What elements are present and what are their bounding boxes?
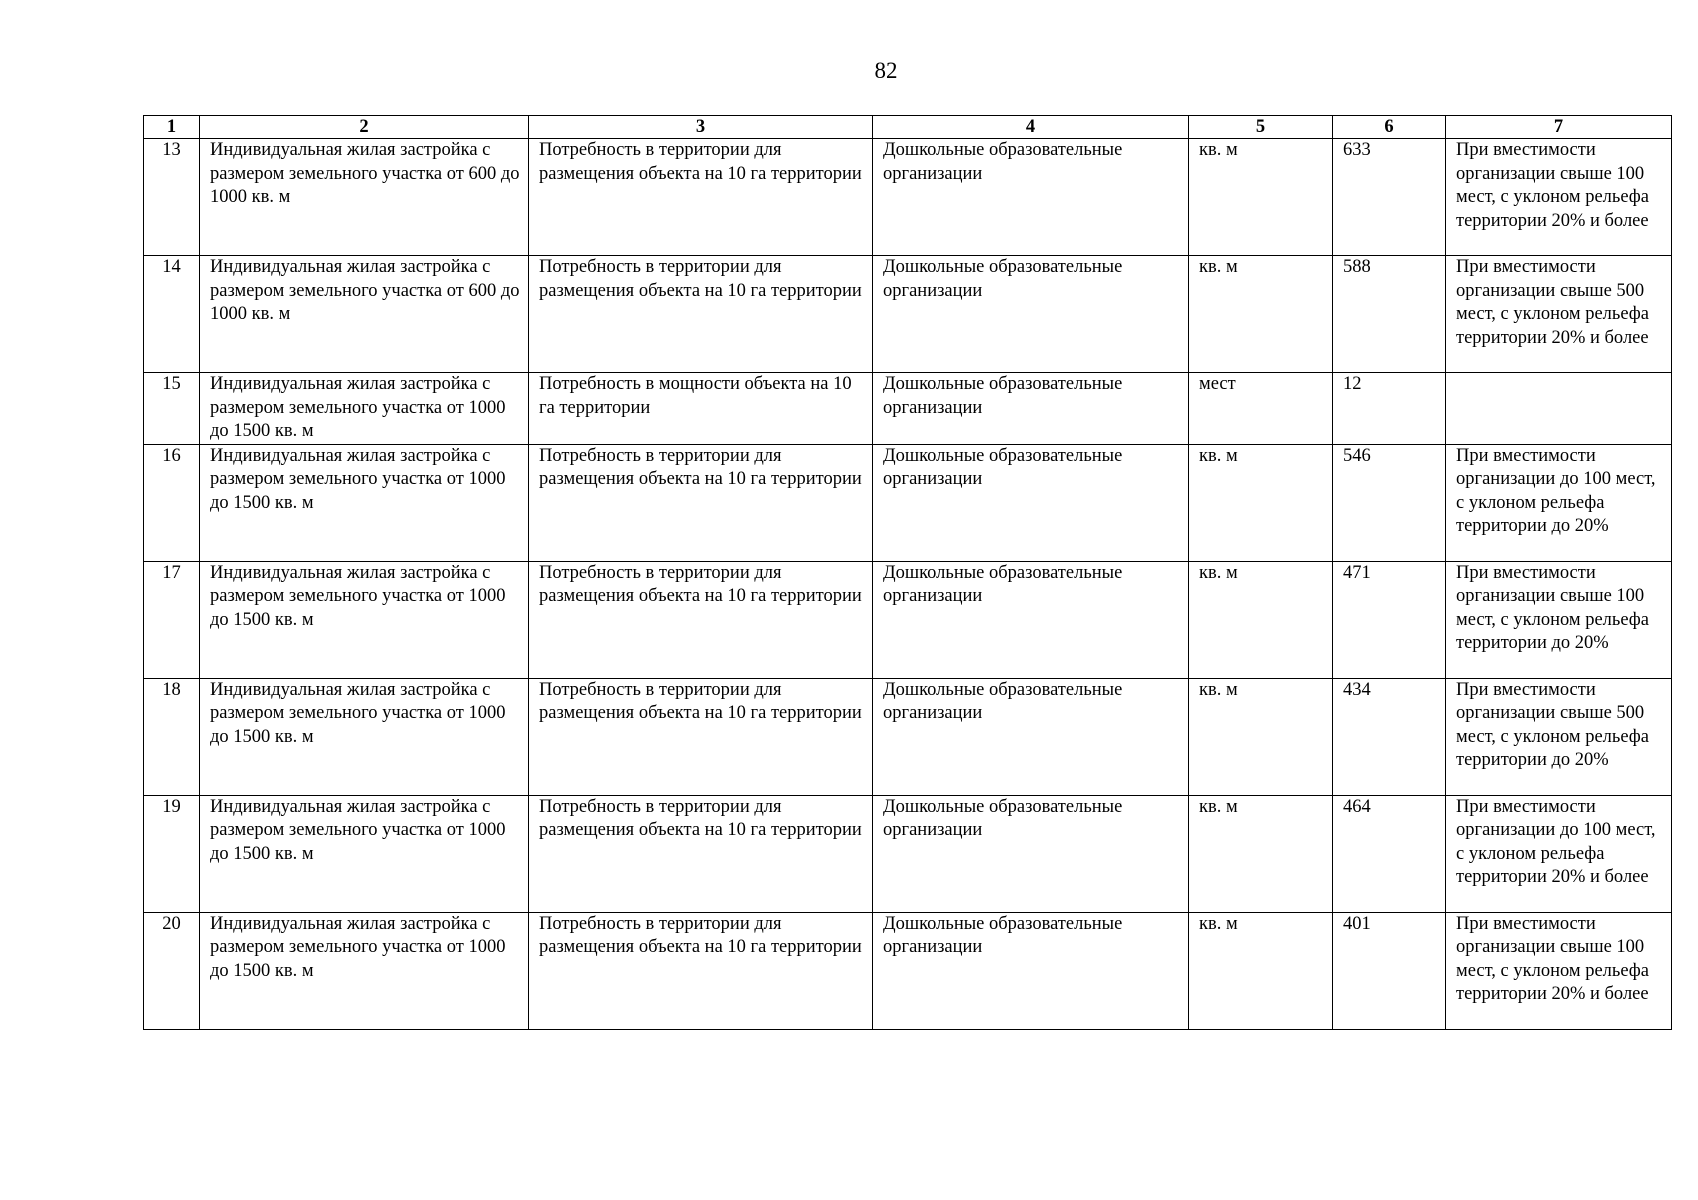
unit-cell: кв. м [1189,444,1333,561]
column-header-6: 6 [1333,116,1446,139]
note-cell: При вместимости организации свыше 100 мест, с уклоном рельефа территории до 20% [1446,561,1672,678]
indicator-cell: Потребность в территории для размещения объекта на 10 га территории [529,561,873,678]
unit-cell: кв. м [1189,139,1333,256]
value-cell: 633 [1333,139,1446,256]
value-cell: 471 [1333,561,1446,678]
development-type-cell: Индивидуальная жилая застройка с размером земельного участка от 1000 до 1500 кв. м [200,795,529,912]
development-type-cell: Индивидуальная жилая застройка с размером земельного участка от 1000 до 1500 кв. м [200,373,529,445]
table-row [144,139,1672,256]
row-number: 14 [144,256,200,373]
unit-cell: мест [1189,373,1333,445]
unit-cell: кв. м [1189,256,1333,373]
value-cell: 464 [1333,795,1446,912]
row-number: 16 [144,444,200,561]
indicator-cell: Потребность в территории для размещения объекта на 10 га территории [529,678,873,795]
value-cell: 401 [1333,912,1446,1029]
value-cell: 434 [1333,678,1446,795]
column-header-2: 2 [200,116,529,139]
unit-cell: кв. м [1189,912,1333,1029]
value-cell: 12 [1333,373,1446,445]
note-cell: При вместимости организации свыше 500 мест, с уклоном рельефа территории до 20% [1446,678,1672,795]
note-cell: При вместимости организации до 100 мест, с уклоном рельефа территории до 20% [1446,444,1672,561]
table-row [144,444,1672,561]
indicator-cell: Потребность в территории для размещения объекта на 10 га территории [529,795,873,912]
note-cell: При вместимости организации свыше 100 мест, с уклоном рельефа территории 20% и более [1446,139,1672,256]
row-number: 13 [144,139,200,256]
note-cell [1446,373,1672,445]
development-type-cell: Индивидуальная жилая застройка с размером земельного участка от 1000 до 1500 кв. м [200,444,529,561]
unit-cell: кв. м [1189,561,1333,678]
row-number: 19 [144,795,200,912]
development-type-cell: Индивидуальная жилая застройка с размером земельного участка от 1000 до 1500 кв. м [200,912,529,1029]
object-type-cell: Дошкольные образовательные организации [873,561,1189,678]
row-number: 17 [144,561,200,678]
unit-cell: кв. м [1189,678,1333,795]
indicator-cell: Потребность в территории для размещения объекта на 10 га территории [529,912,873,1029]
indicator-cell: Потребность в территории для размещения объекта на 10 га территории [529,256,873,373]
page-number: 82 [874,58,898,83]
column-header-4: 4 [873,116,1189,139]
note-cell: При вместимости организации до 100 мест, с уклоном рельефа территории 20% и более [1446,795,1672,912]
table-row [144,795,1672,912]
table-row [144,678,1672,795]
value-cell: 588 [1333,256,1446,373]
object-type-cell: Дошкольные образовательные организации [873,444,1189,561]
column-header-7: 7 [1446,116,1672,139]
indicator-cell: Потребность в территории для размещения объекта на 10 га территории [529,139,873,256]
table-row [144,256,1672,373]
object-type-cell: Дошкольные образовательные организации [873,373,1189,445]
row-number: 20 [144,912,200,1029]
object-type-cell: Дошкольные образовательные организации [873,912,1189,1029]
indicator-cell: Потребность в мощности объекта на 10 га территории [529,373,873,445]
row-number: 18 [144,678,200,795]
table-row [144,561,1672,678]
object-type-cell: Дошкольные образовательные организации [873,795,1189,912]
table-row [144,373,1672,445]
development-type-cell: Индивидуальная жилая застройка с размером земельного участка от 600 до 1000 кв. м [200,139,529,256]
note-cell: При вместимости организации свыше 500 мест, с уклоном рельефа территории 20% и более [1446,256,1672,373]
development-type-cell: Индивидуальная жилая застройка с размером земельного участка от 1000 до 1500 кв. м [200,678,529,795]
table-header-row [144,116,1672,139]
value-cell: 546 [1333,444,1446,561]
object-type-cell: Дошкольные образовательные организации [873,256,1189,373]
indicator-cell: Потребность в территории для размещения объекта на 10 га территории [529,444,873,561]
note-cell: При вместимости организации свыше 100 мест, с уклоном рельефа территории 20% и более [1446,912,1672,1029]
column-header-3: 3 [529,116,873,139]
development-type-cell: Индивидуальная жилая застройка с размером земельного участка от 600 до 1000 кв. м [200,256,529,373]
row-number: 15 [144,373,200,445]
object-type-cell: Дошкольные образовательные организации [873,139,1189,256]
column-header-1: 1 [144,116,200,139]
object-type-cell: Дошкольные образовательные организации [873,678,1189,795]
table-row [144,912,1672,1029]
column-header-5: 5 [1189,116,1333,139]
unit-cell: кв. м [1189,795,1333,912]
norms-table [143,115,1672,1030]
development-type-cell: Индивидуальная жилая застройка с размером земельного участка от 1000 до 1500 кв. м [200,561,529,678]
